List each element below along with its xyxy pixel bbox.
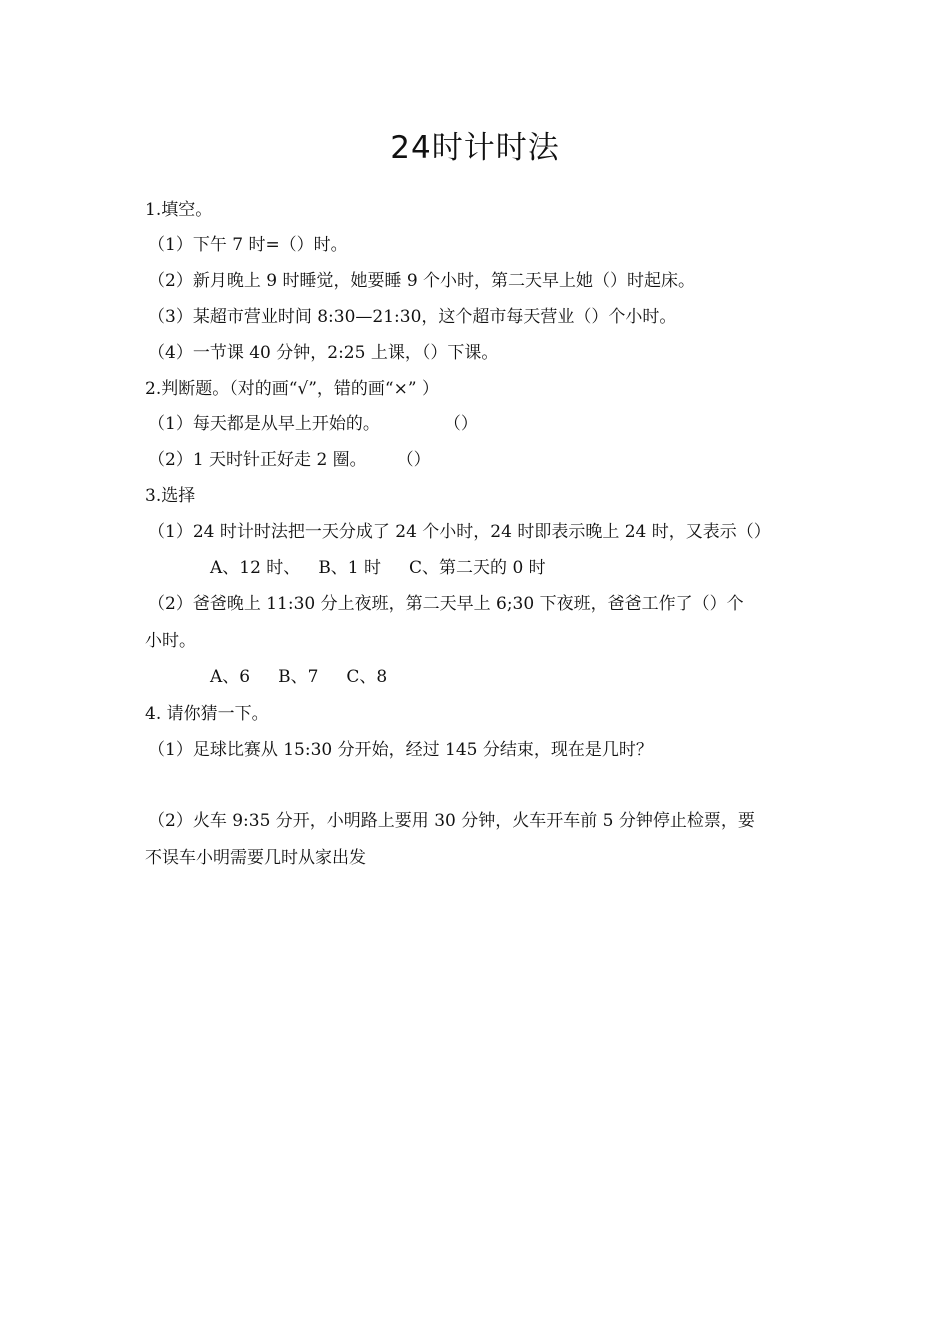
guess-question-2-line-2: 不误车小明需要几时从家出发 [145,848,366,868]
option-a: A、6 [210,667,251,687]
option-c: C、8 [346,667,388,687]
section-2-heading: 2.判断题。（对的画“√”，错的画“×” ） [145,379,439,399]
option-b: B、7 [278,667,319,687]
choice-question-2-line-2: 小时。 [145,631,196,651]
guess-question-2-line-1: （2）火车 9:35 分开，小明路上要用 30 分钟，火车开车前 5 分钟停止检票，要 [148,811,755,831]
option-b: B、1 时 [318,558,382,578]
choice-question-2-options [210,665,387,689]
judge-question-1 [148,412,478,436]
fill-blank-question-1: （1）下午 7 时=（）时。 [148,235,348,255]
section-3-heading: 3.选择 [145,486,196,506]
option-a: A、12 时、 [210,558,301,578]
choice-question-1: （1）24 时计时法把一天分成了 24 个小时，24 时即表示晚上 24 时，又表示（） [148,522,771,542]
option-c: C、第二天的 0 时 [409,558,546,578]
choice-question-1-options [210,556,546,580]
judge-question-1-blank: （） [443,414,478,434]
section-1-heading: 1.填空。 [145,200,213,220]
judge-question-2-text: （2）1 天时针正好走 2 圈。 [148,450,367,470]
page-title: 24时计时法 [390,130,560,166]
fill-blank-question-4: （4）一节课 40 分钟，2:25 上课，（）下课。 [148,343,499,363]
choice-question-2-line-1: （2）爸爸晚上 11:30 分上夜班，第二天早上 6;30 下夜班，爸爸工作了（）个 [148,594,744,614]
fill-blank-question-2: （2）新月晚上 9 时睡觉，她要睡 9 个小时，第二天早上她（）时起床。 [148,271,696,291]
fill-blank-question-3: （3）某超市营业时间 8:30—21:30，这个超市每天营业（）个小时。 [148,307,677,327]
judge-question-2 [148,448,431,472]
section-4-heading: 4. 请你猜一下。 [145,704,269,724]
judge-question-1-text: （1）每天都是从早上开始的。 [148,414,380,434]
guess-question-1: （1）足球比赛从 15:30 分开始，经过 145 分结束，现在是几时？ [148,740,653,760]
judge-question-2-blank: （） [396,450,431,470]
